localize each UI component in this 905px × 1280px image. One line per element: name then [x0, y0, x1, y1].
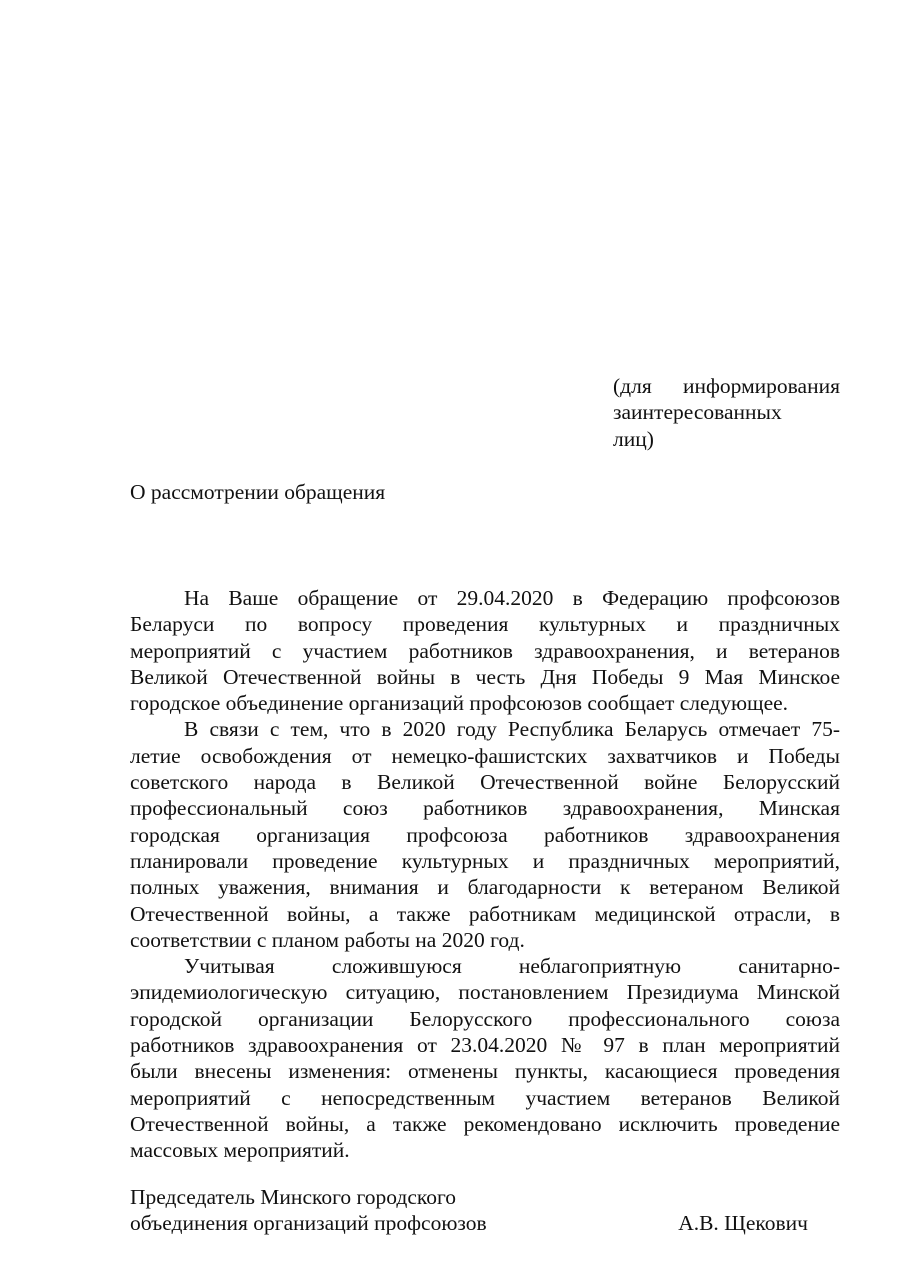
- paragraph-line: массовых мероприятий.: [130, 1138, 350, 1163]
- document-subject: О рассмотрении обращения: [130, 480, 386, 504]
- paragraph-line: На Ваше обращение от 29.04.2020 в Федерацию профсоюзов: [184, 586, 840, 610]
- paragraph-line: были внесены изменения: отменены пункты, касающиеся проведения: [130, 1059, 840, 1084]
- paragraph-line: соответствии с планом работы на 2020 год.: [130, 927, 525, 952]
- paragraph-line: Беларуси по вопросу проведения культурных и праздничных: [130, 612, 840, 637]
- paragraph: [130, 585, 840, 716]
- paragraph-line: летие освобождения от немецко-фашистских захватчиков и Победы: [130, 743, 840, 768]
- paragraph-line: планировали проведение культурных и праздничных мероприятий,: [130, 848, 840, 873]
- addressee-line: лиц): [613, 426, 654, 451]
- paragraph-line: В связи с тем, что в 2020 году Республика Беларусь отмечает 75-: [184, 717, 840, 742]
- signer-position: Председатель Минского городского: [130, 1185, 457, 1209]
- signer-position: объединения организаций профсоюзов: [130, 1211, 487, 1236]
- paragraph-line: эпидемиологическую ситуацию, постановлением Президиума Минской: [130, 980, 840, 1005]
- paragraph-line: мероприятий с участием работников здравоохранения, и ветеранов: [130, 638, 840, 663]
- paragraph-line: городское объединение организаций профсоюзов сообщает следующее.: [130, 691, 789, 716]
- document-body: [130, 585, 840, 1164]
- paragraph-line: городская организация профсоюза работников здравоохранения: [130, 822, 840, 847]
- paragraph-line: Отечественной войны, а также рекомендовано исключить проведение: [130, 1111, 840, 1136]
- paragraph-line: профессиональный союз работников здравоохранения, Минская: [130, 796, 840, 821]
- addressee-block: [613, 373, 840, 452]
- paragraph-line: мероприятий с непосредственным участием ветеранов Великой: [130, 1085, 840, 1110]
- signature-block: [130, 1184, 808, 1237]
- paragraph-line: Великой Отечественной войны в честь Дня Победы 9 Мая Минское: [130, 664, 840, 689]
- paragraph-line: Отечественной войны, а также работникам медицинской отрасли, в: [130, 901, 840, 926]
- paragraph-line: городской организации Белорусского профессионального союза: [130, 1006, 840, 1031]
- paragraph-line: полных уважения, внимания и благодарности к ветераном Великой: [130, 875, 840, 900]
- paragraph-line: работников здравоохранения от 23.04.2020 № 97 в план мероприятий: [130, 1033, 840, 1058]
- paragraph-line: Учитывая сложившуюся неблагоприятную санитарно-: [184, 954, 840, 979]
- paragraph: [130, 953, 840, 1163]
- signer-name: А.В. Щекович: [678, 1211, 808, 1236]
- addressee-line: заинтересованных: [613, 400, 782, 425]
- addressee-line: (для информирования: [613, 374, 840, 398]
- paragraph: [130, 716, 840, 953]
- paragraph-line: советского народа в Великой Отечественной войне Белорусский: [130, 770, 840, 795]
